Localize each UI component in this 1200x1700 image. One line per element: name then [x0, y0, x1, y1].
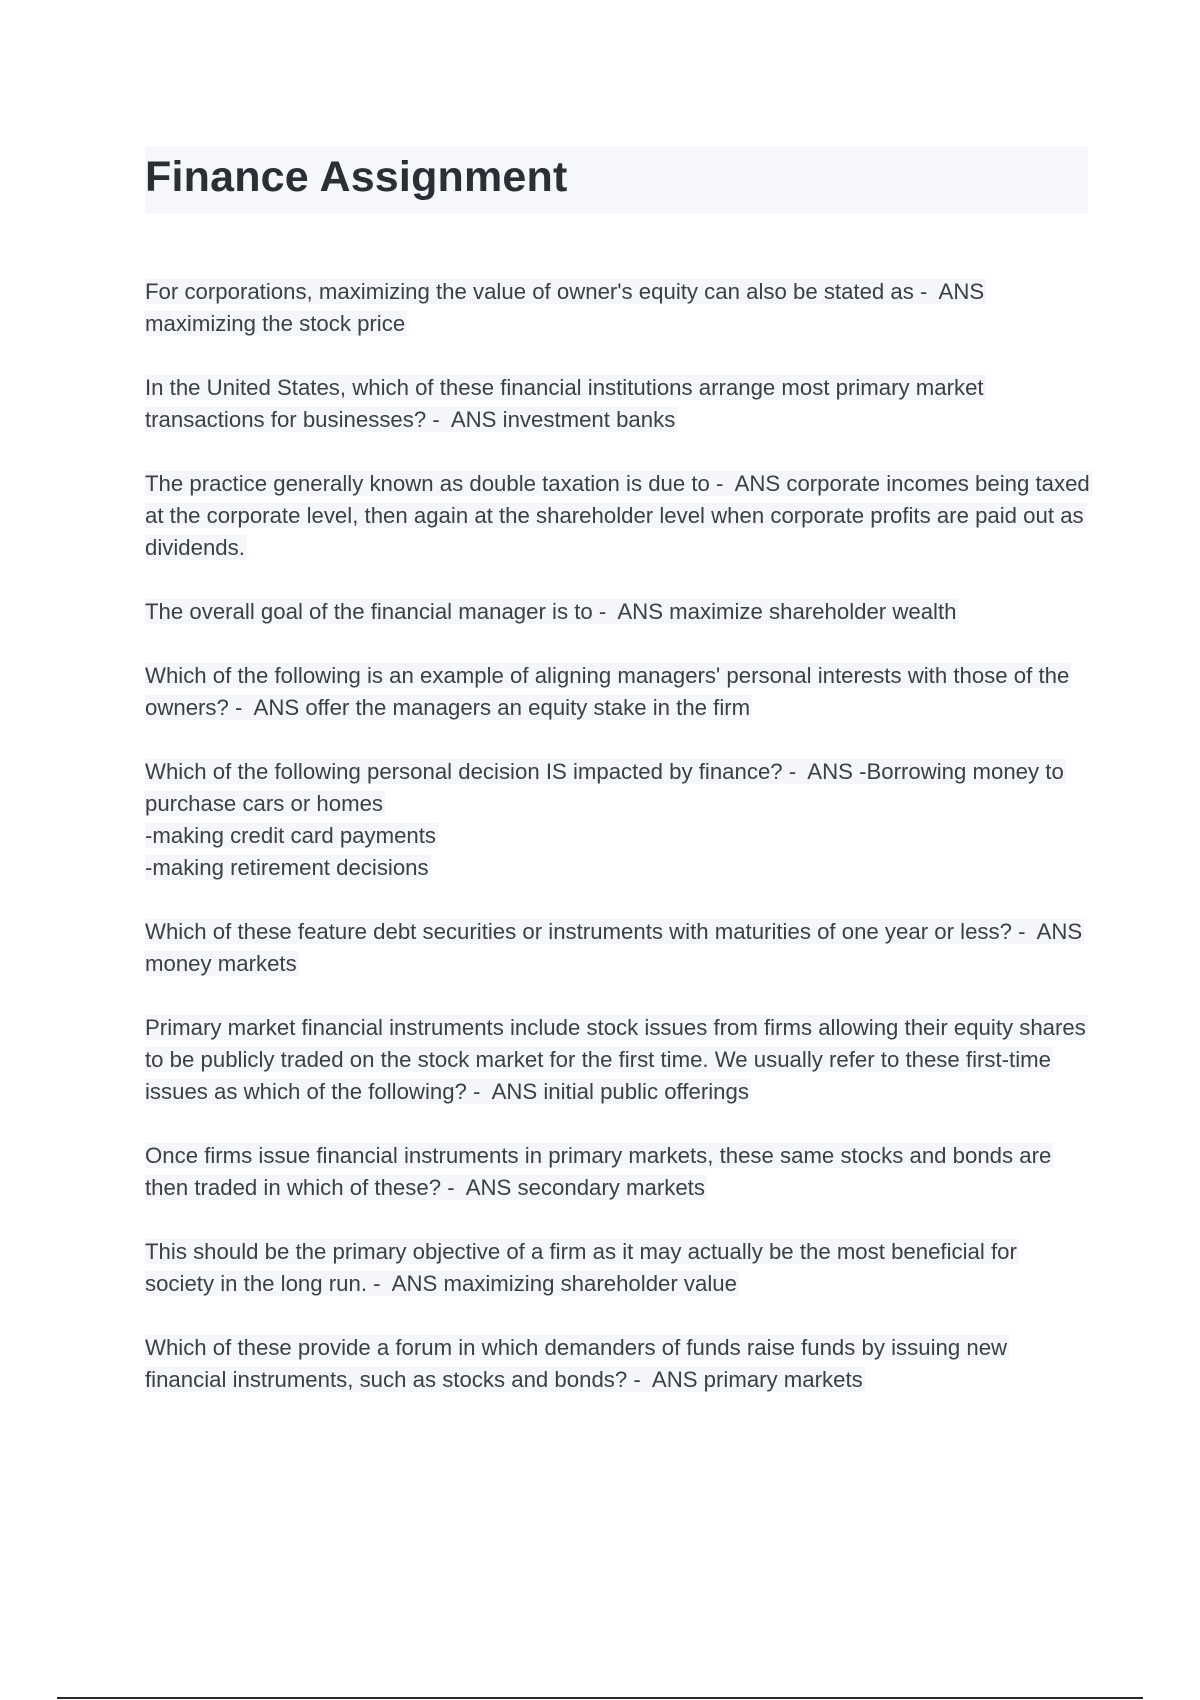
- page-title: Finance Assignment: [145, 153, 568, 201]
- qa-item: [145, 372, 1090, 436]
- answer-text: ANS investment banks: [450, 407, 676, 432]
- answer-text: ANS maximize shareholder wealth: [617, 599, 957, 624]
- answer-text: ANS secondary markets: [465, 1175, 705, 1200]
- question-text: This should be the primary objective of a firm as it may actually be the most beneficial for society in the long run. -: [145, 1239, 1017, 1296]
- question-text: Once firms issue financial instruments in primary markets, these same stocks and bonds are then traded in which of these? -: [145, 1143, 1052, 1200]
- question-text: Which of these feature debt securities or instruments with maturities of one year or less? -: [145, 919, 1026, 944]
- question-text: Which of these provide a forum in which demanders of funds raise funds by issuing new financial instruments, such as stocks and bonds? -: [145, 1335, 1008, 1392]
- qa-item: [145, 1140, 1090, 1204]
- qa-item: [145, 276, 1090, 340]
- question-text: Which of the following personal decision IS impacted by finance? -: [145, 759, 797, 784]
- qa-item: [145, 660, 1090, 724]
- answer-text: ANS corporate incomes being taxed at the corporate level, then again at the shareholder level when corporate profits are paid out as dividends.: [145, 471, 1090, 560]
- question-text: Which of the following is an example of aligning managers' personal interests with those of the owners? -: [145, 663, 1070, 720]
- answer-text: ANS money markets: [145, 919, 1083, 976]
- qa-list: [145, 276, 1090, 1428]
- qa-item: [145, 1236, 1090, 1300]
- question-text: Primary market financial instruments include stock issues from firms allowing their equity shares to be publicly traded on the stock market for the first time. We usually refer to these first-time issues as which of the following? -: [145, 1015, 1086, 1104]
- qa-item: [145, 1332, 1090, 1396]
- answer-text: ANS maximizing shareholder value: [391, 1271, 737, 1296]
- title-banner: [145, 146, 1088, 214]
- page-bottom-divider: [57, 1697, 1143, 1699]
- qa-item: [145, 756, 1090, 884]
- answer-text: ANS maximizing the stock price: [145, 279, 985, 336]
- qa-item: [145, 1012, 1090, 1108]
- qa-item: [145, 596, 1090, 628]
- question-text: The practice generally known as double taxation is due to -: [145, 471, 724, 496]
- answer-text: ANS -Borrowing money to purchase cars or homes -making credit card payments -making retirement decisions: [145, 759, 1064, 880]
- qa-item: [145, 468, 1090, 564]
- question-text: In the United States, which of these financial institutions arrange most primary market transactions for businesses? -: [145, 375, 984, 432]
- question-text: The overall goal of the financial manager is to -: [145, 599, 607, 624]
- answer-text: ANS initial public offerings: [491, 1079, 749, 1104]
- question-text: For corporations, maximizing the value of owner's equity can also be stated as -: [145, 279, 928, 304]
- qa-item: [145, 916, 1090, 980]
- answer-text: ANS offer the managers an equity stake in the firm: [253, 695, 751, 720]
- answer-text: ANS primary markets: [651, 1367, 863, 1392]
